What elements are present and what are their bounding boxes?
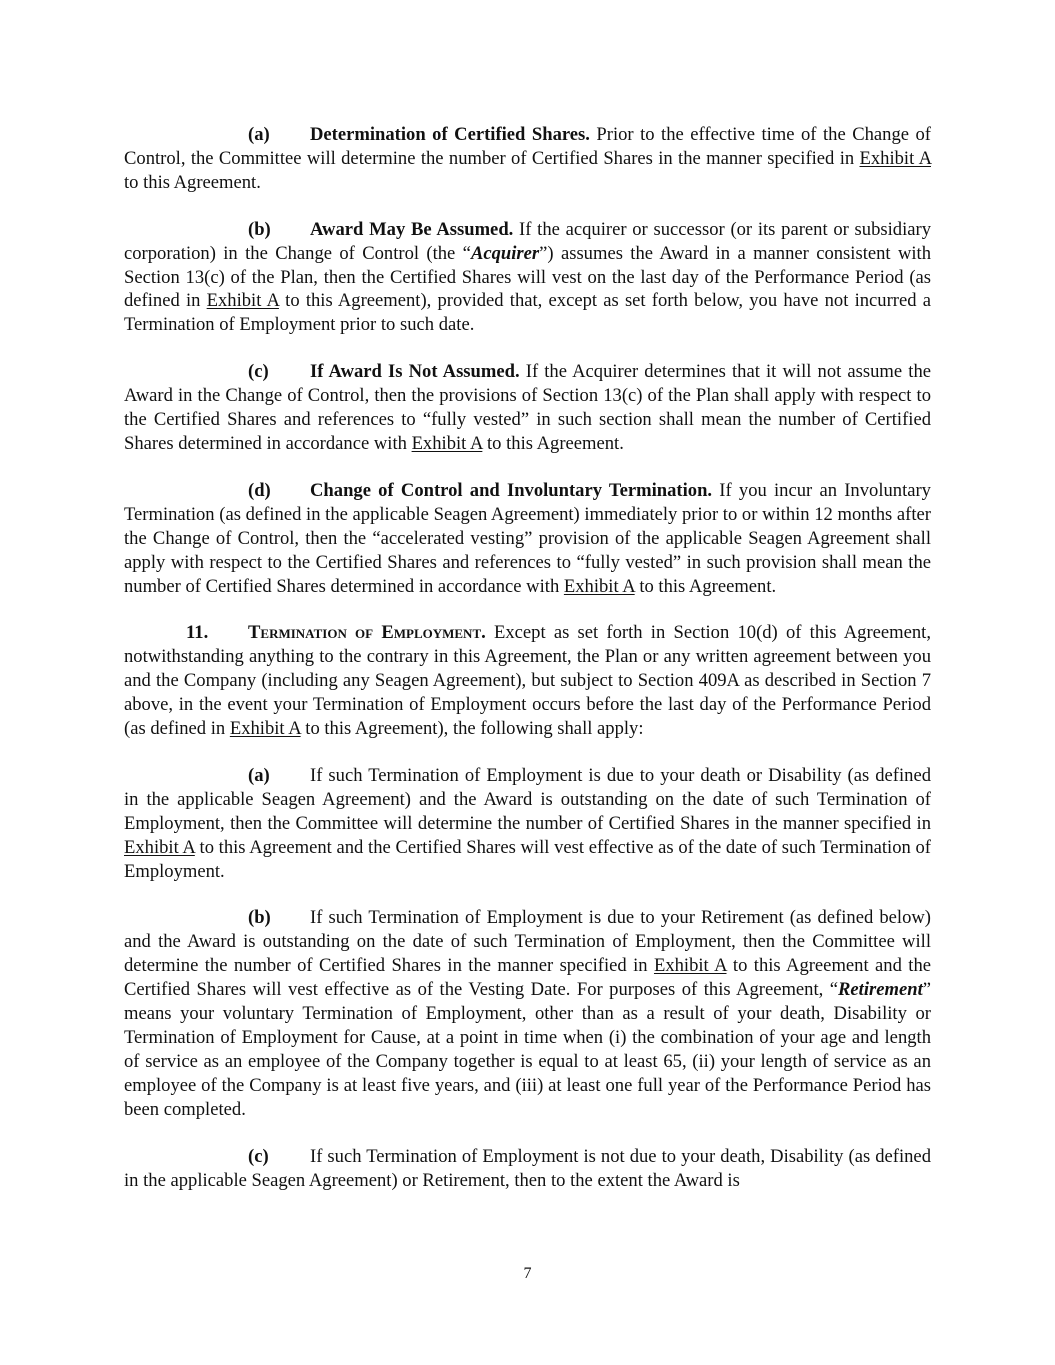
paragraph-heading: Award May Be Assumed. [310, 218, 514, 240]
exhibit-a-reference: Exhibit A [206, 290, 279, 312]
paragraph-text: ”) assumes the Award in a manner consistent with Section 13(c) of the Plan, then the Certified Shares will vest on the last day of the Performance Period (as defined in [124, 242, 932, 312]
paragraph-text: to this Agreement. [482, 432, 624, 454]
paragraph-number: (a) [248, 764, 270, 786]
paragraph-number: (b) [248, 907, 271, 929]
paragraph-text: to this Agreement and the Certified Shares will vest effective as of the Vesting Date. For purposes of this Agreement, “ [124, 955, 931, 1001]
paragraph-11b [124, 906, 931, 1121]
defined-term-retirement: Retirement [838, 979, 923, 1001]
exhibit-a-reference: Exhibit A [653, 955, 727, 977]
section-number: 11. [186, 622, 209, 644]
section-heading: Termination of Employment. [248, 622, 486, 644]
paragraph-10d [124, 479, 931, 599]
paragraph-text: If you incur an Involuntary Termination (as defined in the applicable Seagen Agreement) immediately prior to or within 12 months after the Change of Control, then the “accelerated vesting” provision of the applicable Seagen Agreement shall apply with respect to the Certified Shares and references to “fully vested” in such provision shall mean the number of Certified Shares determined in accordance with [124, 479, 931, 597]
document-page [124, 123, 931, 1215]
exhibit-a-reference: Exhibit A [411, 432, 483, 454]
paragraph-text: If such Termination of Employment is due to your Retirement (as defined below) and the Award is outstanding on the date of such Termination of Employment, then the Committee will determine the number of Certified Shares in the manner specified in [124, 907, 931, 977]
paragraph-number: (d) [248, 479, 271, 501]
paragraph-text: ” means your voluntary Termination of Employment, other than as a result of your death, Disability or Termination of Employment for Cause, at a point in time when (i) the combination of your age and length of service as an employee of the Company together is equal to at least 65, (ii) your length of service as an employee of the Company is at least five years, and (iii) at least one full year of the Performance Period has been completed. [124, 979, 931, 1120]
paragraph-text: If the acquirer or successor (or its parent or subsidiary corporation) in the Change of Control (the “ [124, 218, 931, 264]
paragraph-11c [124, 1145, 931, 1193]
paragraph-heading: If Award Is Not Assumed. [310, 361, 520, 383]
exhibit-a-reference: Exhibit A [859, 147, 931, 169]
page-number: 7 [523, 1265, 532, 1282]
paragraph-10a [124, 123, 931, 195]
paragraph-number: (c) [248, 1145, 269, 1167]
paragraph-text: to this Agreement), provided that, except as set forth below, you have not incurred a Termination of Employment prior to such date. [124, 290, 931, 336]
paragraph-heading: Change of Control and Involuntary Termination. [310, 479, 713, 501]
paragraph-number: (b) [248, 218, 271, 240]
paragraph-number: (a) [248, 124, 270, 145]
exhibit-a-reference: Exhibit A [229, 718, 301, 740]
paragraph-text: Except as set forth in Section 10(d) of this Agreement, notwithstanding anything to the contrary in this Agreement, the Plan or any written agreement between you and the Company (including any Seagen Agreement), but subject to Section 409A as described in Section 7 above, in the event your Termination of Employment occurs before the last day of the Performance Period (as defined in [124, 622, 931, 740]
paragraph-text: If such Termination of Employment is not due to your death, Disability (as defined in the applicable Seagen Agreement) or Retirement, then to the extent the Award is [124, 1145, 931, 1191]
paragraph-number: (c) [248, 361, 269, 383]
paragraph-10c [124, 360, 931, 456]
paragraph-text: to this Agreement and the Certified Shares will vest effective as of the date of such Termination of Employment. [124, 836, 931, 882]
paragraph-10b [124, 218, 931, 338]
defined-term-acquirer: Acquirer [470, 242, 540, 264]
section-11 [124, 621, 931, 741]
paragraph-text: to this Agreement. [124, 171, 261, 193]
paragraph-text: If such Termination of Employment is due to your death or Disability (as defined in the applicable Seagen Agreement) and the Award is outstanding on the date of such Termination of Employment, then the Committee will determine the number of Certified Shares in the manner specified in [124, 764, 931, 834]
paragraph-text: Prior to the effective time of the Change of Control, the Committee will determine the number of Certified Shares in the manner specified in [124, 124, 931, 169]
paragraph-text: If the Acquirer determines that it will not assume the Award in the Change of Control, then the provisions of Section 13(c) of the Plan shall apply with respect to the Certified Shares and references to “fully vested” in such section shall mean the number of Certified Shares determined in accordance with [124, 361, 931, 454]
paragraph-11a [124, 764, 931, 884]
paragraph-text: to this Agreement. [634, 575, 777, 597]
exhibit-a-reference: Exhibit A [563, 575, 635, 597]
paragraph-heading: Determination of Certified Shares. [310, 124, 590, 145]
exhibit-a-reference: Exhibit A [124, 836, 195, 858]
paragraph-text: to this Agreement), the following shall apply: [300, 718, 644, 740]
